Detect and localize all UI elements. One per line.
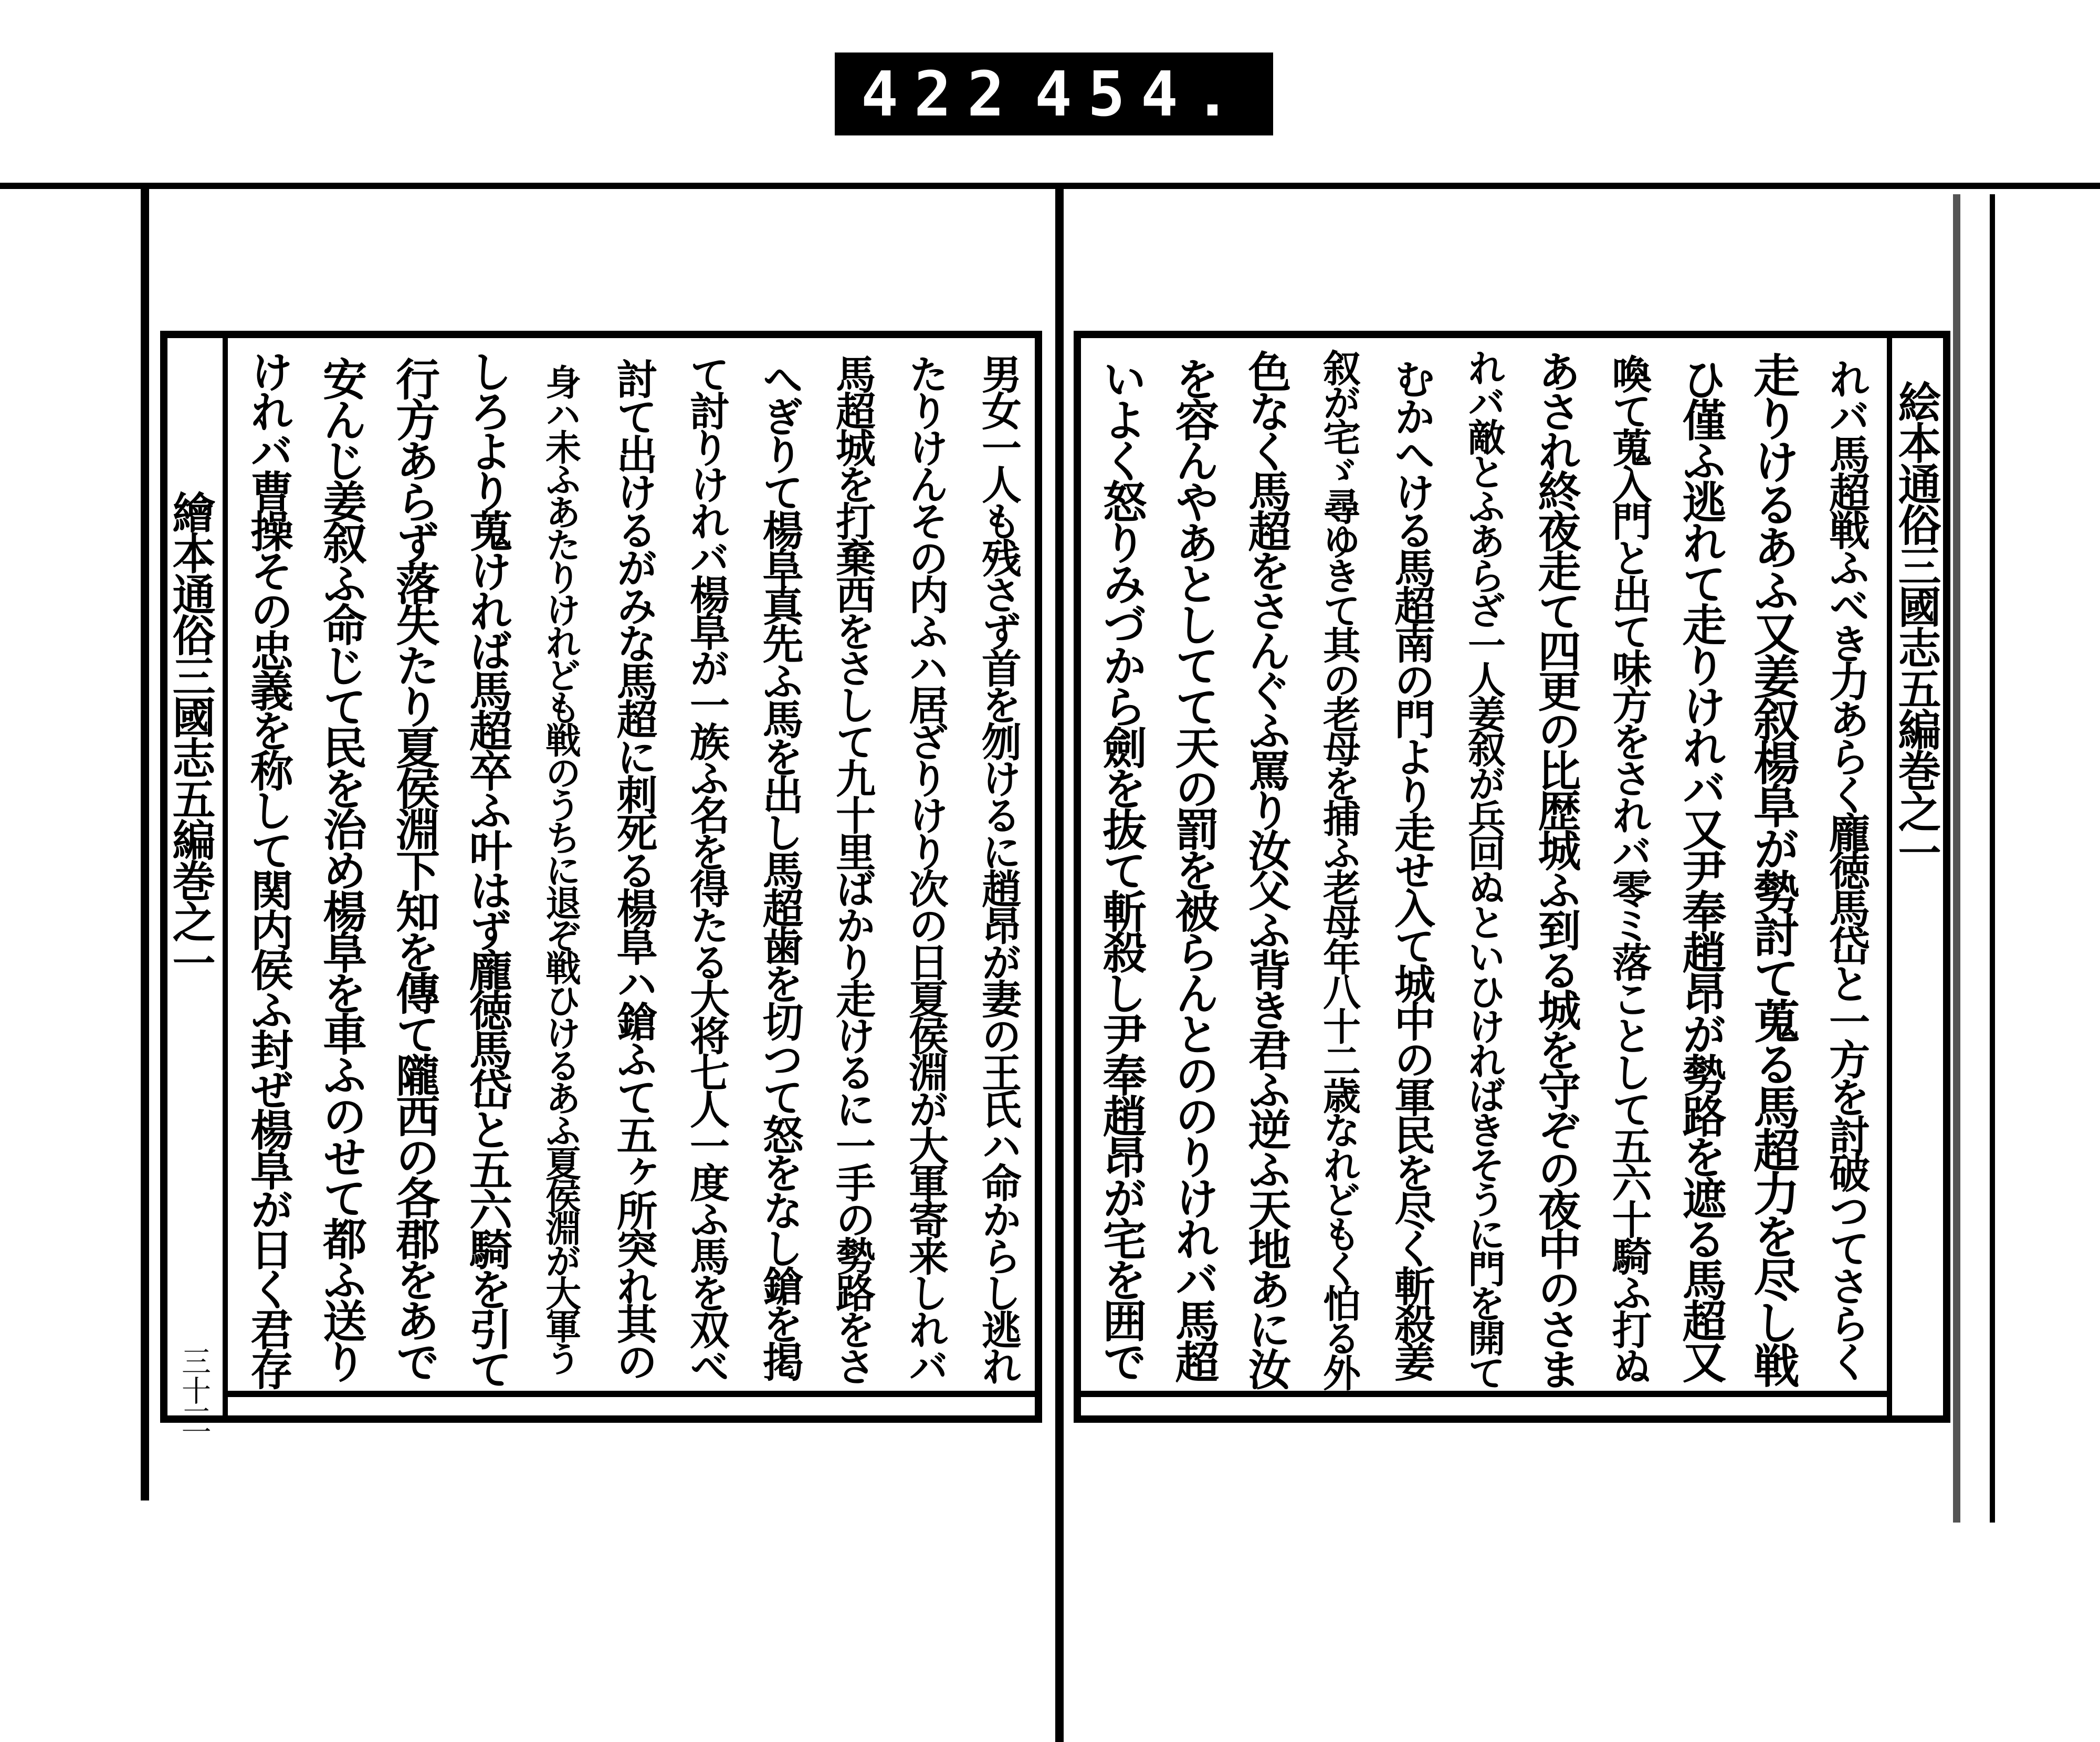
right-column-8: 叙が宅ゞ尋ゆきて其の老母を捕ふ老母年八十二歳なれどもく怕る外 xyxy=(1317,349,1361,1388)
left-column-7: 身ハ未ふあたりけれども戦のうちに退ぞ戦ひけるあふ夏侯淵が大軍う xyxy=(539,364,582,1373)
left-page-frame xyxy=(160,331,1042,1434)
right-column-3: ひ僅ふ逃れて走りけれバ又尹奉趙昂が勢路を遮る馬超又 xyxy=(1675,356,1727,1380)
right-column-1: れバ馬超戦ふべき力あらく龐徳馬岱と一方を討破つてさらく xyxy=(1822,358,1870,1379)
archive-number-right: 454. xyxy=(1034,58,1247,130)
left-cover-edge xyxy=(141,183,149,1500)
left-column-9: 行方あらず落失たり夏侯淵下知を傳て隴西の各郡をあで xyxy=(388,356,441,1380)
right-text-block xyxy=(1086,349,1882,1388)
left-column-10: 安んじ姜叙ふ命じて民を治め楊阜を車ふのせて都ふ送り xyxy=(316,356,368,1380)
left-column-3: 馬超城を打棄西をさして九十里ばかり走けるに一手の勢路をさ xyxy=(829,354,876,1383)
right-column-5: あされ終夜走て四更の比歴城ふ到る城を守ぞの夜中のさま xyxy=(1531,350,1581,1387)
archive-label xyxy=(835,53,1273,135)
right-margin-title: 絵本通俗三國志五編巻之一 xyxy=(1891,380,1941,872)
right-column-9: 色なく馬超をさんぐふ罵り汝父ふ背き君ふ逆ふ天地あに汝 xyxy=(1241,350,1292,1387)
right-column-2: 走りけるあふ又姜叙楊阜が勢討て蒐る馬超力を尽し戦 xyxy=(1746,352,1801,1385)
right-column-6: れバ敵とふあらざ一人姜叙が兵回ぬといひければきそうに門を開て xyxy=(1462,349,1506,1388)
left-text-block xyxy=(233,349,1030,1388)
right-text-bottom-rule xyxy=(1081,1391,1889,1397)
left-column-6: 討て出けるがみな馬超に刺死る楊阜ハ鎗ふて五ヶ所突れ其の xyxy=(610,358,658,1379)
left-margin-title: 繪本通俗三國志五編巻之一 xyxy=(165,490,216,982)
left-margin-rule xyxy=(223,338,228,1415)
left-column-8: しろより蒐ければ馬超卒ふ叶はず龐徳馬岱と五六騎を引て xyxy=(462,350,513,1387)
left-column-11: けれバ曹操その忠義を称して関内侯ふ封ぜ楊阜が日く君存 xyxy=(243,350,294,1387)
right-column-7: むかへける馬超南の門より走せ入て城中の軍民を尽く斬殺姜 xyxy=(1388,358,1435,1379)
left-column-4: へぎりて楊阜真先ふ馬を出し馬超歯を切つて怒をなし鎗を掲 xyxy=(755,358,804,1379)
right-column-4: 喚て蒐入門と出て味方をされバ零ミ落ことして五六十騎ふ打ぬ xyxy=(1605,354,1652,1383)
book-top-edge xyxy=(0,183,2100,189)
left-column-2: たりけんその内ふハ居ざりけり次の日夏侯淵が大軍寄来しれバ xyxy=(902,354,949,1383)
left-column-1: 男女一人も残さず首を刎けるに趙昂が妻の王氏ハ命からし逃れ xyxy=(975,354,1022,1383)
left-text-bottom-rule xyxy=(223,1391,1036,1397)
right-page-frame xyxy=(1074,331,1950,1423)
right-page-edges xyxy=(1953,194,1960,1523)
right-column-10: を容んやあとしてて天の罰を被らんとののりけれバ馬超 xyxy=(1168,356,1220,1380)
right-cover-edge xyxy=(1990,194,1995,1523)
left-page-number: 三十三 xyxy=(177,1346,211,1434)
archive-number-left: 422 xyxy=(861,58,1021,130)
book-gutter xyxy=(1055,184,1064,1742)
left-column-5: て討りけれバ楊阜が一族ふ名を得たる大将七人一度ふ馬を双べ xyxy=(683,354,730,1383)
right-column-11: いよく怒りみづから劍を抜て斬殺し尹奉趙昂が宅を囲で xyxy=(1096,356,1148,1380)
